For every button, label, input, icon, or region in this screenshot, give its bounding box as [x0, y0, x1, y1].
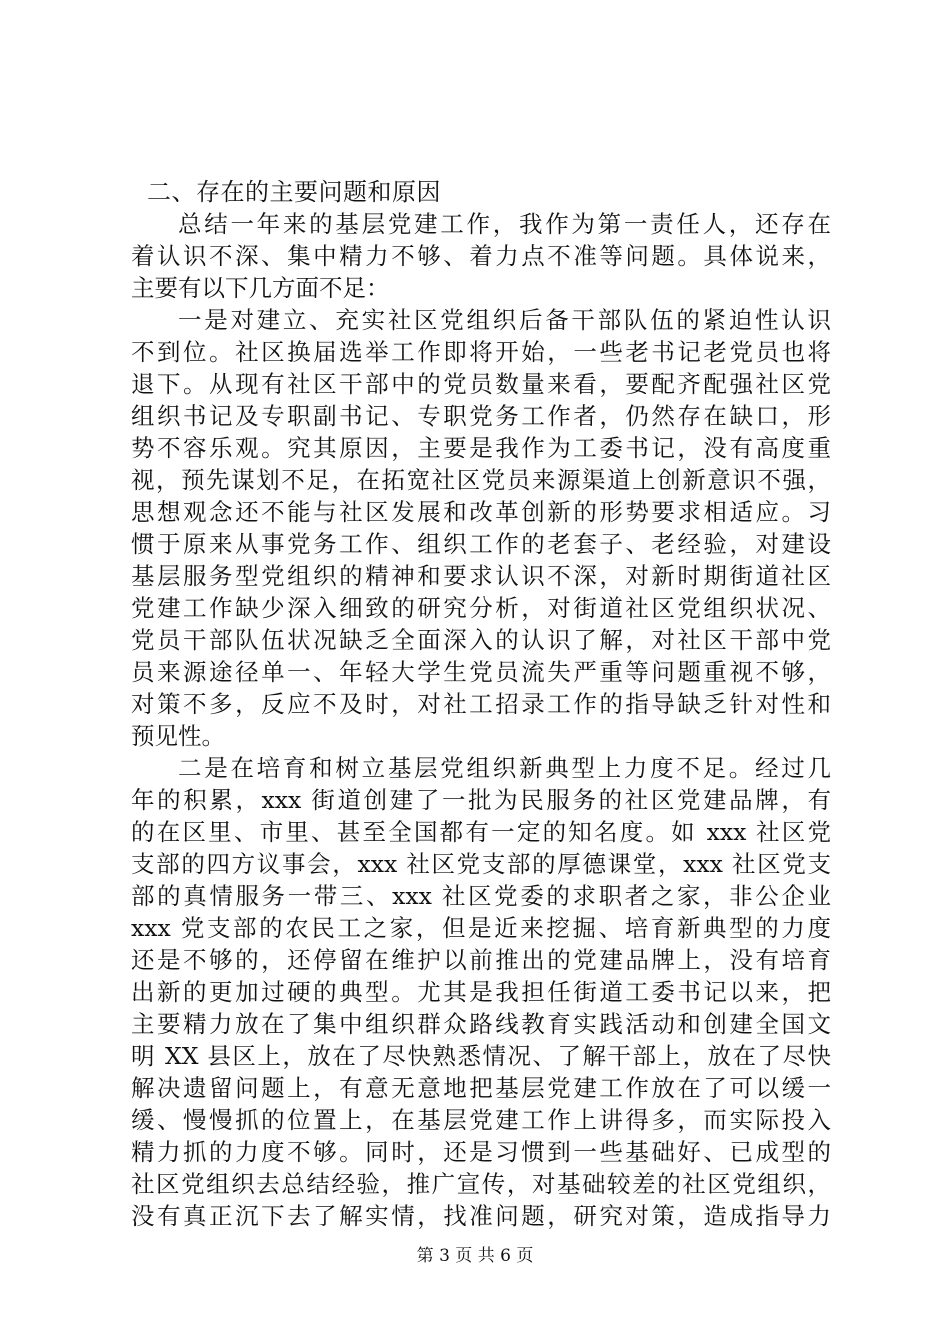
paragraph-1 [131, 208, 831, 304]
text-line: 基层服务型党组织的精神和要求认识不深，对新时期街道社区 [131, 562, 831, 590]
text-line: 缓、慢慢抓的位置上，在基层党建工作上讲得多，而实际投入 [131, 1106, 831, 1134]
page-number-footer: 第 3 页 共 6 页 [416, 1246, 534, 1266]
document-body [131, 176, 831, 1232]
text-line: 党员干部队伍状况缺乏全面深入的认识了解，对社区干部中党 [131, 626, 831, 654]
text-line: 势不容乐观。究其原因，主要是我作为工委书记，没有高度重 [131, 434, 831, 462]
text-line: 二是在培育和树立基层党组织新典型上力度不足。经过几 [178, 754, 831, 782]
text-line: 出新的更加过硬的典型。尤其是我担任街道工委书记以来，把 [131, 978, 831, 1006]
text-line: 解决遗留问题上，有意无意地把基层党建工作放在了可以缓一 [131, 1074, 831, 1102]
paragraph-3 [131, 752, 831, 1232]
text-line: 主要精力放在了集中组织群众路线教育实践活动和创建全国文 [131, 1010, 831, 1038]
text-line: 总结一年来的基层党建工作，我作为第一责任人，还存在 [178, 210, 831, 238]
text-line: 党建工作缺少深入细致的研究分析，对街道社区党组织状况、 [131, 594, 831, 622]
text-line: 退下。从现有社区干部中的党员数量来看，要配齐配强社区党 [131, 370, 831, 398]
text-line: 主要有以下几方面不足： [131, 274, 390, 302]
text-line: 支部的四方议事会，xxx 社区党支部的厚德课堂，xxx 社区党支 [131, 850, 831, 878]
text-line: 一是对建立、充实社区党组织后备干部队伍的紧迫性认识 [178, 306, 831, 334]
text-line: 员来源途径单一、年轻大学生党员流失严重等问题重视不够， [131, 658, 831, 686]
section-heading: 二、存在的主要问题和原因 [147, 178, 441, 206]
text-line: 明 XX 县区上，放在了尽快熟悉情况、了解干部上，放在了尽快 [131, 1042, 831, 1070]
text-line: 不到位。社区换届选举工作即将开始，一些老书记老党员也将 [131, 338, 831, 366]
text-line: 还是不够的，还停留在维护以前推出的党建品牌上，没有培育 [131, 946, 831, 974]
text-line: 年的积累，xxx 街道创建了一批为民服务的社区党建品牌，有 [131, 786, 831, 814]
text-line: 视，预先谋划不足，在拓宽社区党员来源渠道上创新意识不强， [131, 466, 831, 494]
text-line: 精力抓的力度不够。同时，还是习惯到一些基础好、已成型的 [131, 1138, 831, 1166]
paragraph-2 [131, 304, 831, 752]
text-line: 思想观念还不能与社区发展和改革创新的形势要求相适应。习 [131, 498, 831, 526]
text-line: 部的真情服务一带三、xxx 社区党委的求职者之家，非公企业 [131, 882, 831, 910]
text-line: xxx 党支部的农民工之家，但是近来挖掘、培育新典型的力度 [131, 914, 831, 942]
text-line: 社区党组织去总结经验，推广宣传，对基础较差的社区党组织， [131, 1170, 831, 1198]
text-line: 预见性。 [131, 722, 225, 750]
text-line: 惯于原来从事党务工作、组织工作的老套子、老经验，对建设 [131, 530, 831, 558]
text-line: 的在区里、市里、甚至全国都有一定的知名度。如 xxx 社区党 [131, 818, 831, 846]
text-line: 没有真正沉下去了解实情，找准问题，研究对策，造成指导力 [131, 1202, 831, 1230]
text-line: 对策不多，反应不及时，对社工招录工作的指导缺乏针对性和 [131, 690, 831, 718]
text-line: 组织书记及专职副书记、专职党务工作者，仍然存在缺口，形 [131, 402, 831, 430]
text-line: 着认识不深、集中精力不够、着力点不准等问题。具体说来， [131, 242, 831, 270]
